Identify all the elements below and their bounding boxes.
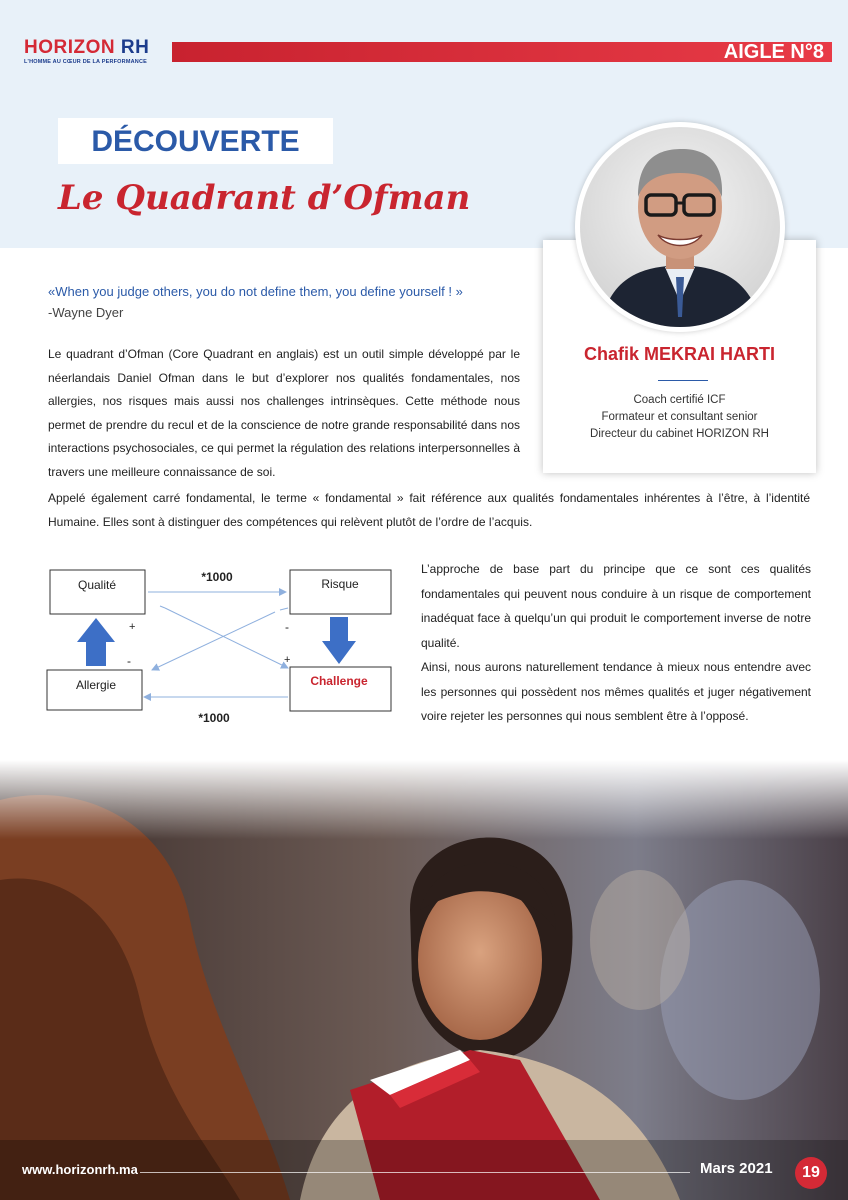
author-name: Chafik MEKRAI HARTI	[583, 344, 775, 364]
risk-label: Risque	[321, 577, 359, 591]
down-arrow	[322, 617, 356, 664]
bottom-factor-label: *1000	[198, 711, 230, 725]
logo-suffix: RH	[120, 37, 150, 58]
author-role: Directeur du cabinet HORIZON RH	[590, 428, 769, 440]
issue-label: AIGLE N°8	[723, 41, 824, 63]
ofman-quadrant-diagram	[40, 560, 400, 740]
body-paragraph: Ainsi, nous aurons naturellement tendance à mieux nous entendre avec les personnes qui possèdent nos mêmes qualités et juger négativement voire rejeter les personnes qui nous semblent être à l’opposé.	[421, 660, 811, 723]
quality-label: Qualité	[77, 578, 117, 592]
author-role: Formateur et consultant senior	[601, 411, 758, 423]
footer-date: Mars 2021	[700, 1160, 773, 1177]
page-number: 19	[795, 1157, 827, 1189]
logo-name: HORIZON	[24, 37, 116, 58]
right-column-text	[421, 557, 811, 729]
plus-sign: +	[129, 621, 136, 633]
allergy-label: Allergie	[75, 678, 117, 692]
body-paragraph: Appelé également carré fondamental, le terme « fondamental » fait référence aux qualités fondamentales inhérentes à l’être, à l’identité Humaine. Elles sont à distinguer des compétences qui relèvent plutôt de l’ordre de l’acquis.	[48, 491, 810, 529]
cross-arrow	[165, 608, 291, 668]
intro-paragraph: Le quadrant d’Ofman (Core Quadrant en anglais) est un outil simple développé par le néerlandais Daniel Ofman dans le but d’explorer nos qualités fondamentales, nos allergies, nos risques mais aussi nos challenges intrinsèques. Cette méthode nous permet de prendre du recul et de la conscience de notre grande responsabilité dans nos interactions psychosociales, ce qui permet la régulation des relations interpersonnelles à travers une meilleure connaissance de soi.	[48, 347, 520, 479]
body-paragraph: L’approche de base part du principe que ce sont ces qualités fondamentales qui peuvent nous conduire à un risque de comportement inadéquat face à quelqu’un qui produit le comportement inverse de notre qualité.	[421, 562, 811, 650]
quote-text: «When you judge others, you do not define them, you define yourself ! »	[48, 284, 463, 299]
logo-tagline: L'HOMME AU CŒUR DE LA PERFORMANCE	[24, 59, 147, 65]
footer-url[interactable]: www.horizonrh.ma	[22, 1162, 138, 1177]
students-photo	[0, 760, 848, 1200]
plus-sign: +	[284, 654, 291, 666]
challenge-label: Challenge	[310, 674, 368, 688]
cross-arrow	[280, 608, 288, 610]
horizon-rh-logo	[24, 38, 149, 65]
author-roles	[543, 392, 816, 443]
author-portrait	[575, 122, 785, 332]
top-factor-label: *1000	[201, 570, 233, 584]
section-label: DÉCOUVERTE	[91, 125, 300, 158]
footer-divider	[140, 1172, 690, 1173]
quote-author: -Wayne Dyer	[48, 305, 124, 320]
minus-sign: -	[285, 620, 289, 634]
cross-arrow	[160, 606, 165, 608]
author-role: Coach certifié ICF	[633, 394, 726, 406]
author-divider	[658, 380, 708, 381]
quality-box	[50, 570, 145, 614]
minus-sign: -	[127, 654, 131, 668]
article-title: Le Quadrant d’Ofman	[58, 178, 471, 218]
cross-arrow	[152, 612, 275, 670]
up-arrow	[77, 618, 115, 666]
